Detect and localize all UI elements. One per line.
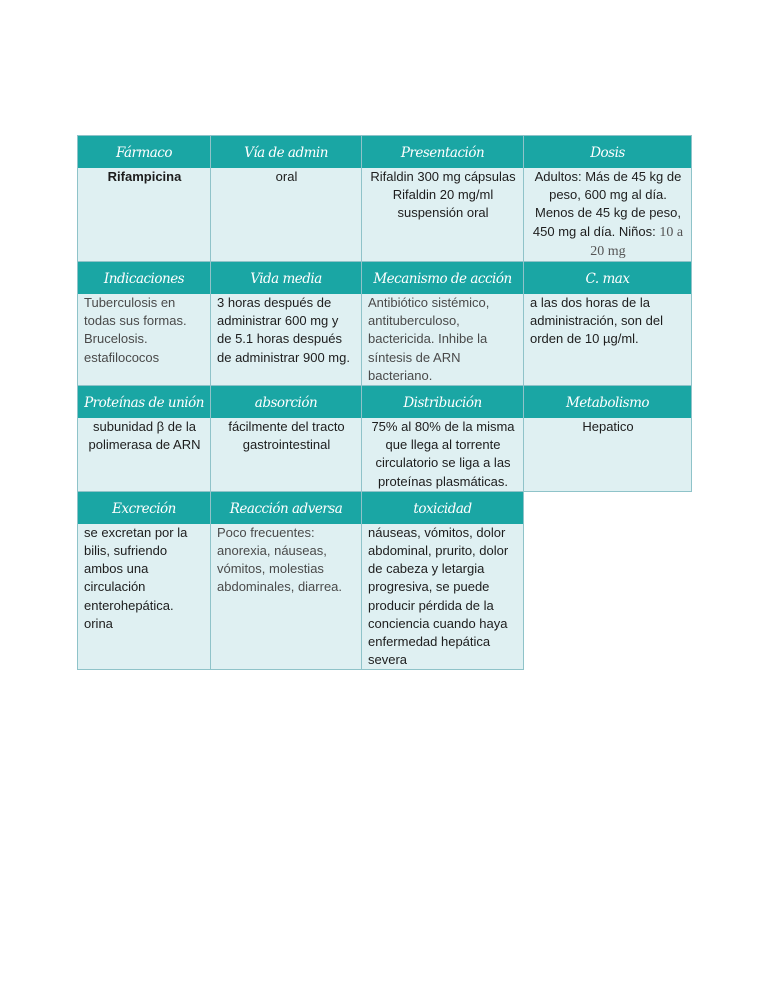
value-presentacion: Rifaldin 300 mg cápsulas Rifaldin 20 mg/ml suspensión oral <box>362 168 523 261</box>
value-via-admin: oral <box>211 168 361 261</box>
cell-farmaco <box>77 135 211 262</box>
table-row-1 <box>77 135 691 261</box>
cell-excrecion <box>77 491 211 671</box>
value-farmaco: Rifampicina <box>78 168 210 261</box>
cell-mecanismo <box>361 261 524 386</box>
header-presentacion: Presentación <box>362 136 523 168</box>
drug-info-table <box>77 135 691 669</box>
header-indicaciones: Indicaciones <box>78 262 210 294</box>
value-absorcion: fácilmente del tracto gastrointestinal <box>211 418 361 491</box>
header-dosis: Dosis <box>524 136 691 168</box>
value-c-max: a las dos horas de la administración, son del orden de 10 µg/ml. <box>524 294 691 385</box>
cell-indicaciones <box>77 261 211 386</box>
cell-distribucion <box>361 385 524 492</box>
value-reaccion-adversa: Poco frecuentes: anorexia, náuseas, vómitos, molestias abdominales, diarrea. <box>211 524 361 670</box>
value-toxicidad: náuseas, vómitos, dolor abdominal, prurito, dolor de cabeza y letargia progresiva, se puede producir pérdida de la conciencia cuando haya enfermedad hepática severa <box>362 524 523 670</box>
cell-via-admin <box>210 135 362 262</box>
header-proteinas-union: Proteínas de unión <box>78 386 210 418</box>
value-mecanismo: Antibiótico sistémico, antituberculoso, bactericida. Inhibe la síntesis de ARN bacteriano. <box>362 294 523 385</box>
cell-reaccion-adversa <box>210 491 362 671</box>
header-toxicidad: toxicidad <box>362 492 523 524</box>
header-excrecion: Excreción <box>78 492 210 524</box>
cell-proteinas-union <box>77 385 211 492</box>
header-farmaco: Fármaco <box>78 136 210 168</box>
header-mecanismo: Mecanismo de acción <box>362 262 523 294</box>
cell-metabolismo <box>523 385 692 492</box>
table-row-4 <box>77 491 691 670</box>
value-metabolismo: Hepatico <box>524 418 691 491</box>
dosis-ninos-value: 10 a 20 mg <box>590 224 684 259</box>
cell-c-max <box>523 261 692 386</box>
dosis-adultos-text: Adultos: Más de 45 kg de peso, 600 mg al día. Menos de 45 kg de peso, 450 mg al día. <box>532 169 682 239</box>
cell-presentacion <box>361 135 524 262</box>
value-indicaciones: Tuberculosis en todas sus formas. Brucelosis. estafilococos <box>78 294 210 385</box>
cell-absorcion <box>210 385 362 492</box>
header-vida-media: Vida media <box>211 262 361 294</box>
cell-vida-media <box>210 261 362 386</box>
value-distribucion: 75% al 80% de la misma que llega al torrente circulatorio se liga a las proteínas plasmáticas. <box>362 418 523 491</box>
value-vida-media: 3 horas después de administrar 600 mg y de 5.1 horas después de administrar 900 mg. <box>211 294 361 385</box>
cell-toxicidad <box>361 491 524 671</box>
value-dosis <box>524 168 691 261</box>
cell-dosis <box>523 135 692 262</box>
header-reaccion-adversa: Reacción adversa <box>211 492 361 524</box>
value-proteinas-union: subunidad β de la polimerasa de ARN <box>78 418 210 491</box>
value-excrecion: se excretan por la bilis, sufriendo ambos una circulación enterohepática. orina <box>78 524 210 670</box>
header-via-admin: Vía de admin <box>211 136 361 168</box>
header-c-max: C. max <box>524 262 691 294</box>
header-distribucion: Distribución <box>362 386 523 418</box>
dosis-ninos-label: Niños: <box>618 223 660 239</box>
table-row-2 <box>77 261 691 385</box>
header-absorcion: absorción <box>211 386 361 418</box>
header-metabolismo: Metabolismo <box>524 386 691 418</box>
table-row-3 <box>77 385 691 491</box>
